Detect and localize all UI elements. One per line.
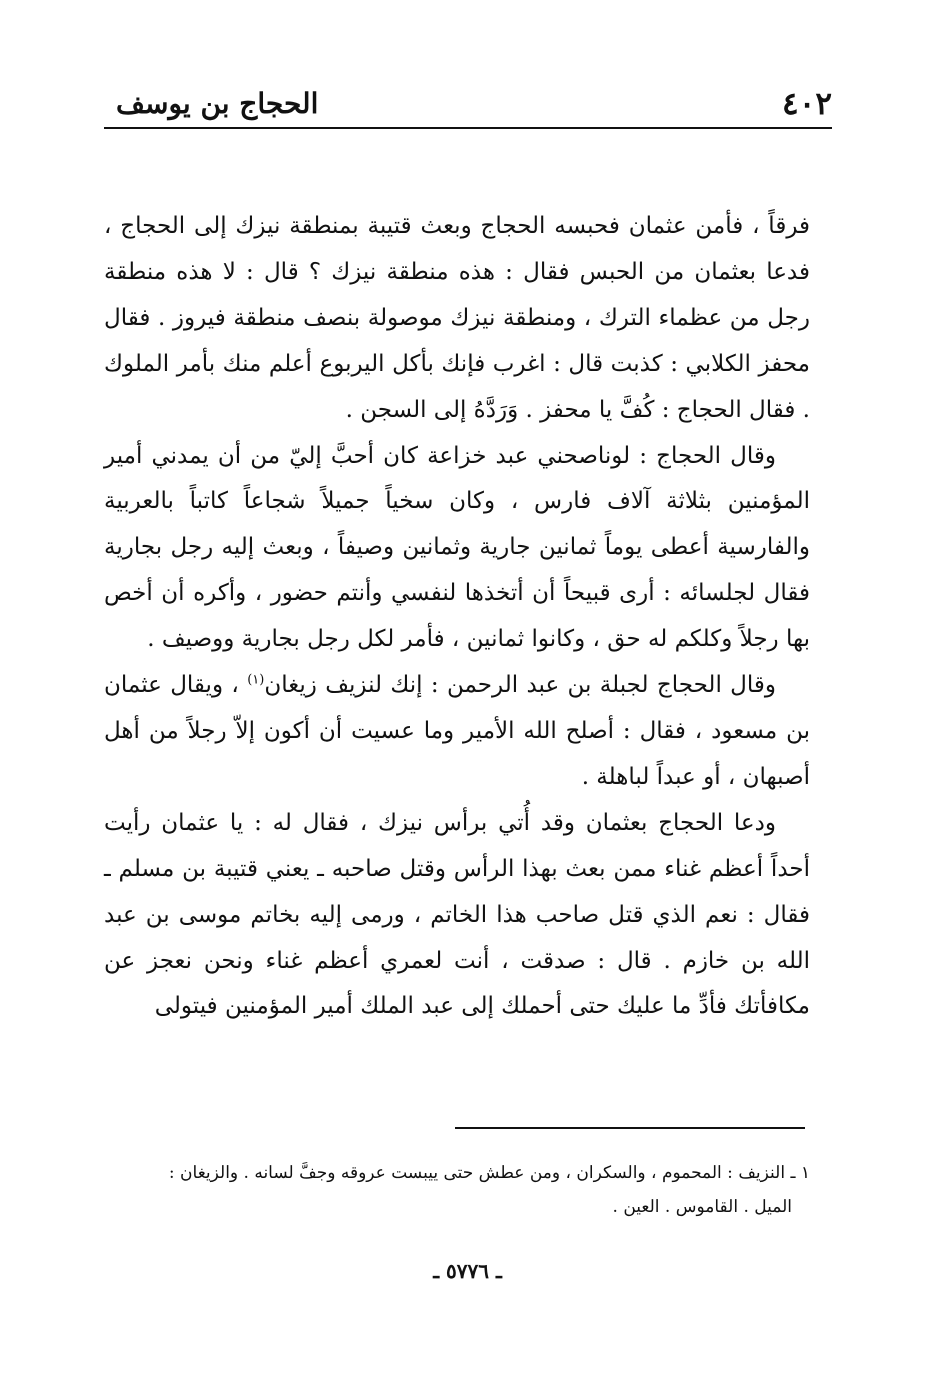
paragraph: [104, 663, 810, 801]
paragraph: [104, 801, 810, 1031]
footnote-line: ١ ـ النزيف : المحموم ، والسكران ، ومن عطش حتى ييبست عروقه وجفَّ لسانه . والزيغان :: [168, 1163, 810, 1183]
paragraph: [104, 204, 810, 434]
running-title: الحجاج بن يوسف: [116, 87, 319, 120]
paragraph-text: ودعا الحجاج بعثمان وقد أُتي برأس نيزك ، فقال له : يا عثمان رأيت أحداً أعظم غناء ممن بعث بهذا الرأس وقتل صاحبه ـ يعني قتيبة بن مسلم ـ فقال : نعم الذي قتل صاحب هذا الخاتم ، ورمى إليه بخاتم موسى بن عبد الله بن خازم . قال : صدقت ، أنت لعمري أعظم غناء ونحن نعجز عن مكافأتك فأدِّ ما عليك حتى أحملك إلى عبد الملك أمير المؤمنين فيتولى: [104, 809, 810, 1020]
main-text: [104, 204, 810, 1030]
paragraph: [104, 434, 810, 664]
paragraph-text: وقال الحجاج : لوناصحني عبد خزاعة كان أحبَّ إليّ من أن يمدني أمير المؤمنين بثلاثة آلاف فارس ، وكان سخياً جميلاً شجاعاً كاتباً بالعربية والفارسية أعطى يوماً ثمانين جارية وثمانين وصيفاً ، وبعث إليه رجل بجارية فقال لجلسائه : أرى قبيحاً أن أتخذها لنفسي وأنتم حضور ، وأكره أن أخص بها رجلاً وكلكم له حق ، وكانوا ثمانين ، فأمر لكل رجل بجارية ووصيف .: [104, 442, 810, 653]
paragraph-text: ، ويقال عثمان بن مسعود ، فقال : أصلح الله الأمير وما عسيت أن أكون إلاّ رجلاً من أهل أصبهان ، أو عبداً لباهلة .: [104, 672, 810, 790]
footnote-marker: (١): [247, 672, 265, 688]
footnote: [104, 1156, 810, 1224]
paragraph-text: فرقاً ، فأمن عثمان فحبسه الحجاج وبعث قتيبة بمنطقة نيزك إلى الحجاج ، فدعا بعثمان من الحبس فقال : هذه منطقة نيزك ؟ قال : لا هذه منطقة رجل من عظماء الترك ، ومنطقة نيزك موصولة بنصف منطقة فيروز . فقال محفز الكلابي : كذبت قال : اغرب فإنك بأكل اليربوع أعلم منك بأمر الملوك . فقال الحجاج : كُفَّ يا محفز . وَرَدَّهُ إلى السجن .: [104, 213, 810, 423]
header-rule: [104, 127, 832, 129]
footnote-separator: [455, 1127, 805, 1129]
paragraph-text: وقال الحجاج لجبلة بن عبد الرحمن : إنك لنزيف زيغان: [264, 672, 776, 699]
header-page-number: ٤٠٢: [782, 86, 832, 122]
footnote-line: الميل . القاموس . العين .: [612, 1197, 792, 1217]
page-folio: ـ ٥٧٧٦ ـ: [433, 1259, 502, 1283]
running-header: [104, 82, 832, 126]
